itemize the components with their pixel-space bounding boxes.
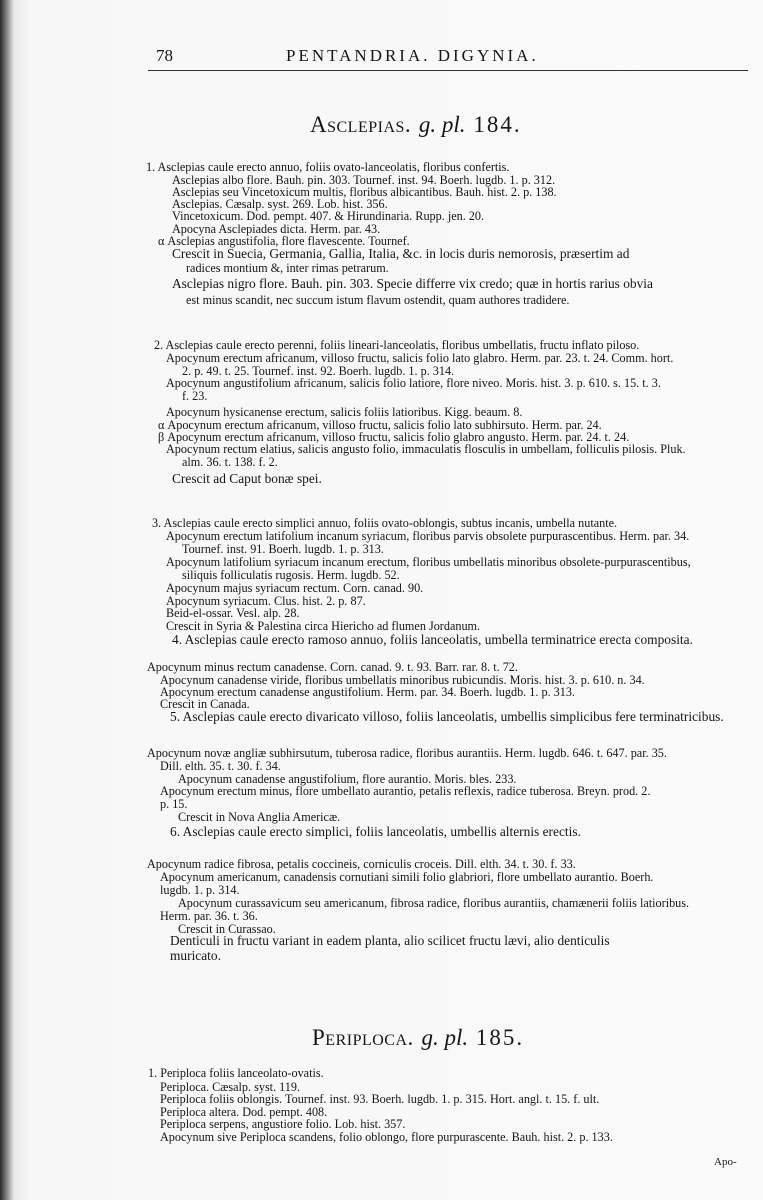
asclepias-line-2: Asclepias albo flore. Bauh. pin. 303. Tournef. inst. 94. Boerh. lugdb. 1. p. 312. (172, 173, 556, 187)
asclepias-line-25: Tournef. inst. 91. Boerh. lugdb. 1. p. 313. (182, 542, 384, 556)
genus-reference: g. pl. (418, 112, 466, 137)
genus-number: 185. (475, 1025, 525, 1050)
asclepias-line-47: lugdb. 1. p. 314. (160, 883, 240, 897)
periploca-line-4: Periploca altera. Dod. pempt. 408. (160, 1105, 328, 1119)
asclepias-line-9: radices montium &, inter rimas petrarum. (186, 261, 389, 275)
asclepias-line-42: p. 15. (160, 797, 188, 811)
genus-heading-periploca (312, 1025, 524, 1051)
asclepias-line-13: Apocynum erectum africanum, villoso fructu, salicis folio lato glabro. Herm. par. 23. t. 24. Comm. hort. (166, 351, 674, 365)
asclepias-line-36: Crescit in Canada. (160, 697, 250, 711)
genus-name: Asclepias. (310, 112, 412, 137)
periploca-line-6: Apocynum sive Periploca scandens, folio oblongo, flore purpurascente. Bauh. hist. 2. p. 133. (160, 1130, 613, 1144)
asclepias-line-12: 2. Asclepias caule erecto perenni, foliis lineari-lanceolatis, floribus umbellatis, fructu inflato piloso. (154, 338, 640, 352)
asclepias-line-46: Apocynum americanum, canadensis cornutiani simili folio glabriori, flore umbellato aurantio. Boerh. (160, 870, 654, 884)
asclepias-line-31: Crescit in Syria & Palestina circa Hiericho ad flumen Jordanum. (166, 619, 481, 633)
asclepias-line-27: siliquis folliculatis rugosis. Herm. lugdb. 52. (182, 568, 400, 582)
genus-heading-asclepias (310, 112, 522, 138)
asclepias-line-32: 4. Asclepias caule erecto ramoso annuo, foliis lanceolatis, umbella terminatrice erecta composita. (172, 632, 693, 647)
genus-number: 184. (473, 112, 522, 137)
asclepias-line-21: alm. 36. t. 138. f. 2. (182, 455, 278, 469)
asclepias-line-52: muricato. (170, 948, 221, 963)
asclepias-line-22: Crescit ad Caput bonæ spei. (172, 471, 322, 486)
asclepias-line-14: 2. p. 49. t. 25. Tournef. inst. 92. Boerh. lugdb. 1. p. 314. (182, 364, 455, 378)
asclepias-line-8: Crescit in Suecia, Germania, Gallia, Italia, &c. in locis duris nemorosis, præsertim ad (172, 246, 630, 261)
periploca-line-1: 1. Periploca foliis lanceolato-ovatis. (148, 1066, 324, 1080)
asclepias-line-48: Apocynum curassavicum seu americanum, fibrosa radice, floribus aurantiis, chamænerii foliis latioribus. (178, 896, 690, 910)
asclepias-line-45: Apocynum radice fibrosa, petalis coccineis, corniculis croceis. Dill. elth. 34. t. 30. f. 33. (147, 857, 576, 871)
running-title: PENTANDRIA. DIGYNIA. (286, 46, 539, 65)
asclepias-line-26: Apocynum latifolium syriacum incanum erectum, floribus umbellatis minoribus obsolete-purpurascentibus, (166, 555, 691, 569)
page-number: 78 (156, 46, 173, 65)
asclepias-line-40: Apocynum canadense angustifolium, flore aurantio. Moris. bles. 233. (178, 772, 517, 786)
catchword: Apo- (714, 1156, 737, 1168)
running-head (148, 44, 748, 71)
asclepias-line-16: f. 23. (182, 389, 208, 403)
asclepias-line-6: Apocyna Asclepiades dicta. Herm. par. 43. (172, 222, 381, 236)
genus-name: Periploca. (312, 1025, 414, 1050)
asclepias-line-7: α Asclepias angustifolia, flore flavescente. Tournef. (158, 234, 410, 248)
asclepias-line-19: β Apocynum erectum africanum, villoso fructu, salicis folio glabro angusto. Herm. par. 24. t. 24. (158, 430, 630, 444)
asclepias-line-10: Asclepias nigro flore. Bauh. pin. 303. Specie differre vix credo; quæ in hortis rarius obvia (172, 276, 653, 291)
asclepias-line-35: Apocynum erectum canadense angustifolium. Herm. par. 34. Boerh. lugdb. 1. p. 313. (160, 685, 575, 699)
asclepias-line-51: Denticuli in fructu variant in eadem planta, alio scilicet fructu lævi, alio denticulis (170, 933, 610, 948)
asclepias-line-24: Apocynum erectum latifolium incanum syriacum, floribus parvis obsolete purpurascentibus. Herm. par. 34. (166, 529, 690, 543)
asclepias-line-34: Apocynum canadense viride, floribus umbellatis minoribus rubicundis. Moris. hist. 3. p. 610. n. 34. (160, 673, 645, 687)
genus-reference: g. pl. (421, 1025, 469, 1050)
asclepias-line-17: Apocynum hysicanense erectum, salicis foliis latioribus. Kigg. beaum. 8. (166, 405, 523, 419)
asclepias-line-39: Dill. elth. 35. t. 30. f. 34. (160, 759, 281, 773)
asclepias-line-49: Herm. par. 36. t. 36. (160, 909, 258, 923)
periploca-line-2: Periploca. Cæsalp. syst. 119. (160, 1080, 301, 1094)
periploca-line-5: Periploca serpens, angustiore folio. Lob. hist. 357. (160, 1117, 406, 1131)
asclepias-line-41: Apocynum erectum minus, flore umbellato aurantio, petalis reflexis, radice tuberosa. Breyn. prod. 2. (160, 784, 651, 798)
asclepias-line-50: Crescit in Curassao. (178, 922, 276, 936)
asclepias-line-11: est minus scandit, nec succum istum flavum ostendit, quam authores tradidere. (186, 293, 570, 307)
asclepias-line-5: Vincetoxicum. Dod. pempt. 407. & Hirundinaria. Rupp. jen. 20. (172, 209, 485, 223)
asclepias-line-23: 3. Asclepias caule erecto simplici annuo, foliis ovato-oblongis, subtus incanis, umbella nutante. (152, 516, 618, 530)
asclepias-line-29: Apocynum syriacum. Clus. hist. 2. p. 87. (166, 594, 366, 608)
asclepias-line-38: Apocynum novæ angliæ subhirsutum, tuberosa radice, floribus aurantiis. Herm. lugdb. 646. t. 647. par. 35. (147, 746, 667, 760)
asclepias-line-18: α Apocynum erectum africanum, villoso fructu, salicis folio lato subhirsuto. Herm. par. 24. (158, 418, 602, 432)
asclepias-line-15: Apocynum angustifolium africanum, salicis folio latiore, flore niveo. Moris. hist. 3. p. 610. s. 15. t. 3. (166, 376, 661, 390)
asclepias-line-28: Apocynum majus syriacum rectum. Corn. canad. 90. (166, 581, 424, 595)
asclepias-line-3: Asclepias seu Vincetoxicum multis, floribus albicantibus. Bauh. hist. 2. p. 138. (172, 185, 557, 199)
asclepias-line-43: Crescit in Nova Anglia Americæ. (178, 810, 341, 824)
asclepias-line-37: 5. Asclepias caule erecto divaricato villoso, foliis lanceolatis, umbellis simplicibus fere terminatricibus. (170, 709, 724, 724)
asclepias-line-33: Apocynum minus rectum canadense. Corn. canad. 9. t. 93. Barr. rar. 8. t. 72. (147, 660, 518, 674)
periploca-line-3: Periploca foliis oblongis. Tournef. inst. 93. Boerh. lugdb. 1. p. 315. Hort. angl. t. 15. f. ult. (160, 1092, 600, 1106)
asclepias-line-30: Beid-el-ossar. Vesl. alp. 28. (166, 606, 300, 620)
asclepias-line-4: Asclepias. Cæsalp. syst. 269. Lob. hist. 356. (172, 197, 388, 211)
asclepias-line-44: 6. Asclepias caule erecto simplici, foliis lanceolatis, umbellis alternis erectis. (170, 824, 581, 839)
asclepias-line-1: 1. Asclepias caule erecto annuo, foliis ovato-lanceolatis, floribus confertis. (146, 160, 510, 174)
asclepias-line-20: Apocynum rectum elatius, salicis angusto folio, immaculatis flosculis in umbellam, folliculis pilosis. Pluk. (166, 442, 686, 456)
